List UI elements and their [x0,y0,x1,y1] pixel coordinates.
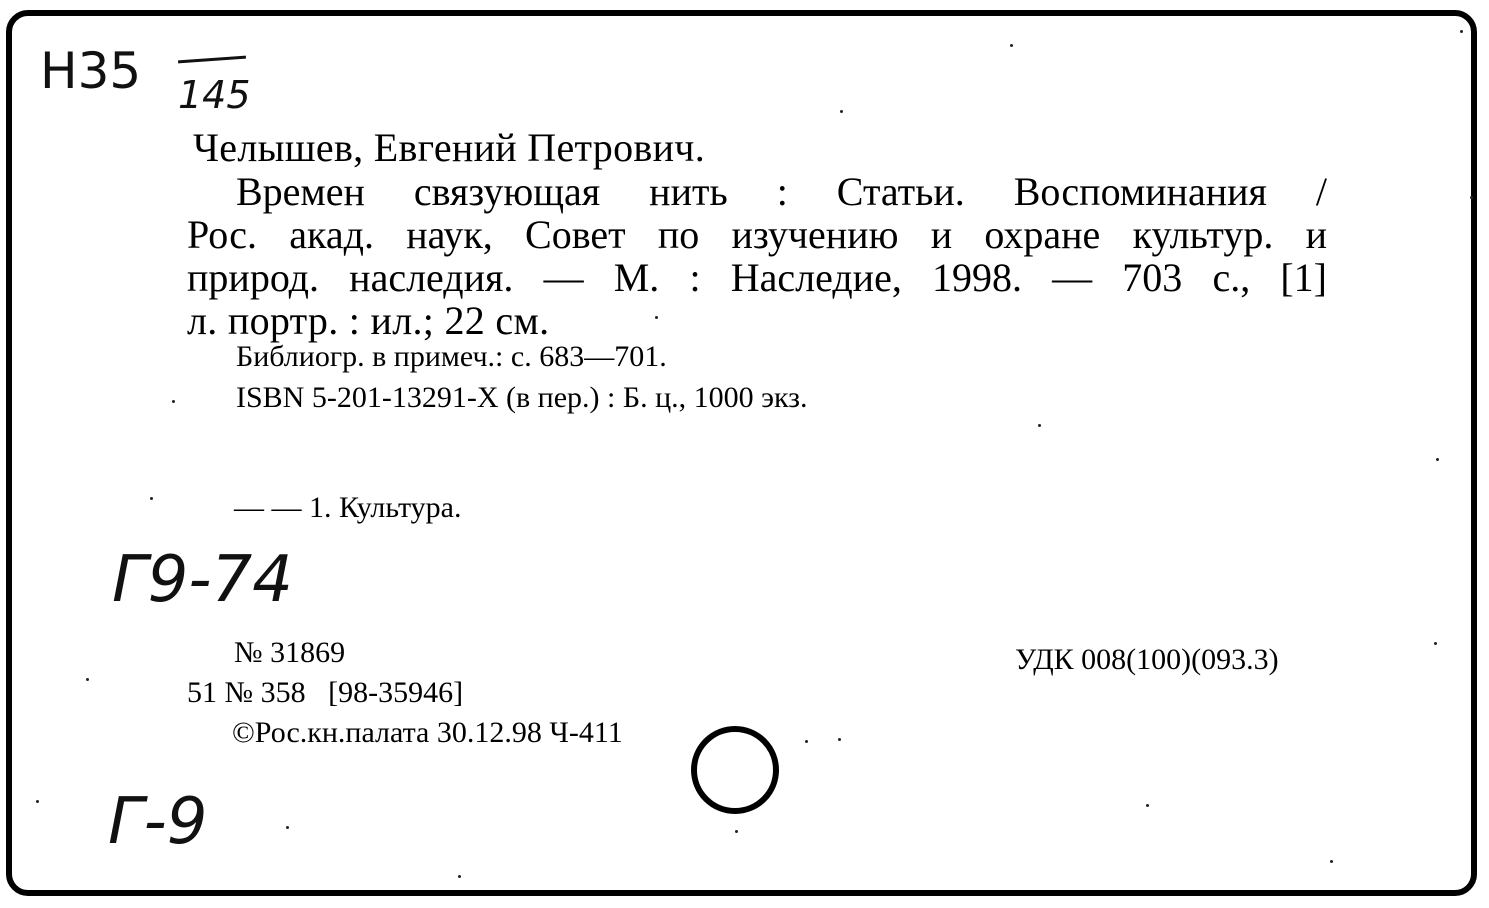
shelf-mark-prefix: Н35 [40,42,142,100]
scan-speck [1434,642,1437,645]
book-chamber-line: ©Рос.кн.палата 30.12.98 Ч-411 [232,716,623,749]
classification-mark-2: Г-9 [108,785,208,859]
title-line-1: Времен связующая нить : Статьи. Воспоминания / [236,169,1327,214]
isbn-line: ISBN 5-201-13291-X (в пер.) : Б. ц., 1000 экз. [236,381,808,414]
scan-speck [150,497,153,500]
scan-speck [838,738,841,741]
classification-mark-1: Г9-74 [112,543,293,617]
shelf-mark-denominator: 145 [178,73,251,117]
scan-speck [840,110,843,113]
scan-speck [172,400,175,403]
author-heading: Челышев, Евгений Петрович. [193,125,706,170]
udc-code: УДК 008(100)(093.3) [1015,643,1279,676]
scan-speck [1010,44,1013,47]
title-line-3: природ. наследия. — М. : Наследие, 1998. — 703 с., [1] [187,255,1327,300]
scan-speck [1038,424,1041,427]
scan-speck [735,830,738,833]
title-line-4: л. портр. : ил.; 22 см. [187,298,550,343]
scan-speck [1470,196,1473,199]
scan-speck [458,875,461,878]
scan-speck [1330,860,1333,863]
punch-hole [691,726,779,814]
title-line-2: Рос. акад. наук, Совет по изучению и охране культур. и [187,212,1327,257]
registration-number: 51 № 358 [98-35946] [187,676,464,709]
scan-speck [1436,458,1439,461]
scan-speck [1460,30,1463,33]
scan-speck [36,800,39,803]
scan-speck [286,826,289,829]
scan-speck [86,678,89,681]
scan-speck [655,316,658,319]
scan-speck [1146,804,1149,807]
bibliography-note: Библиогр. в примеч.: с. 683—701. [236,340,667,373]
record-number: № 31869 [234,636,346,669]
subject-heading: — — 1. Культура. [234,491,462,524]
scan-speck [805,740,808,743]
